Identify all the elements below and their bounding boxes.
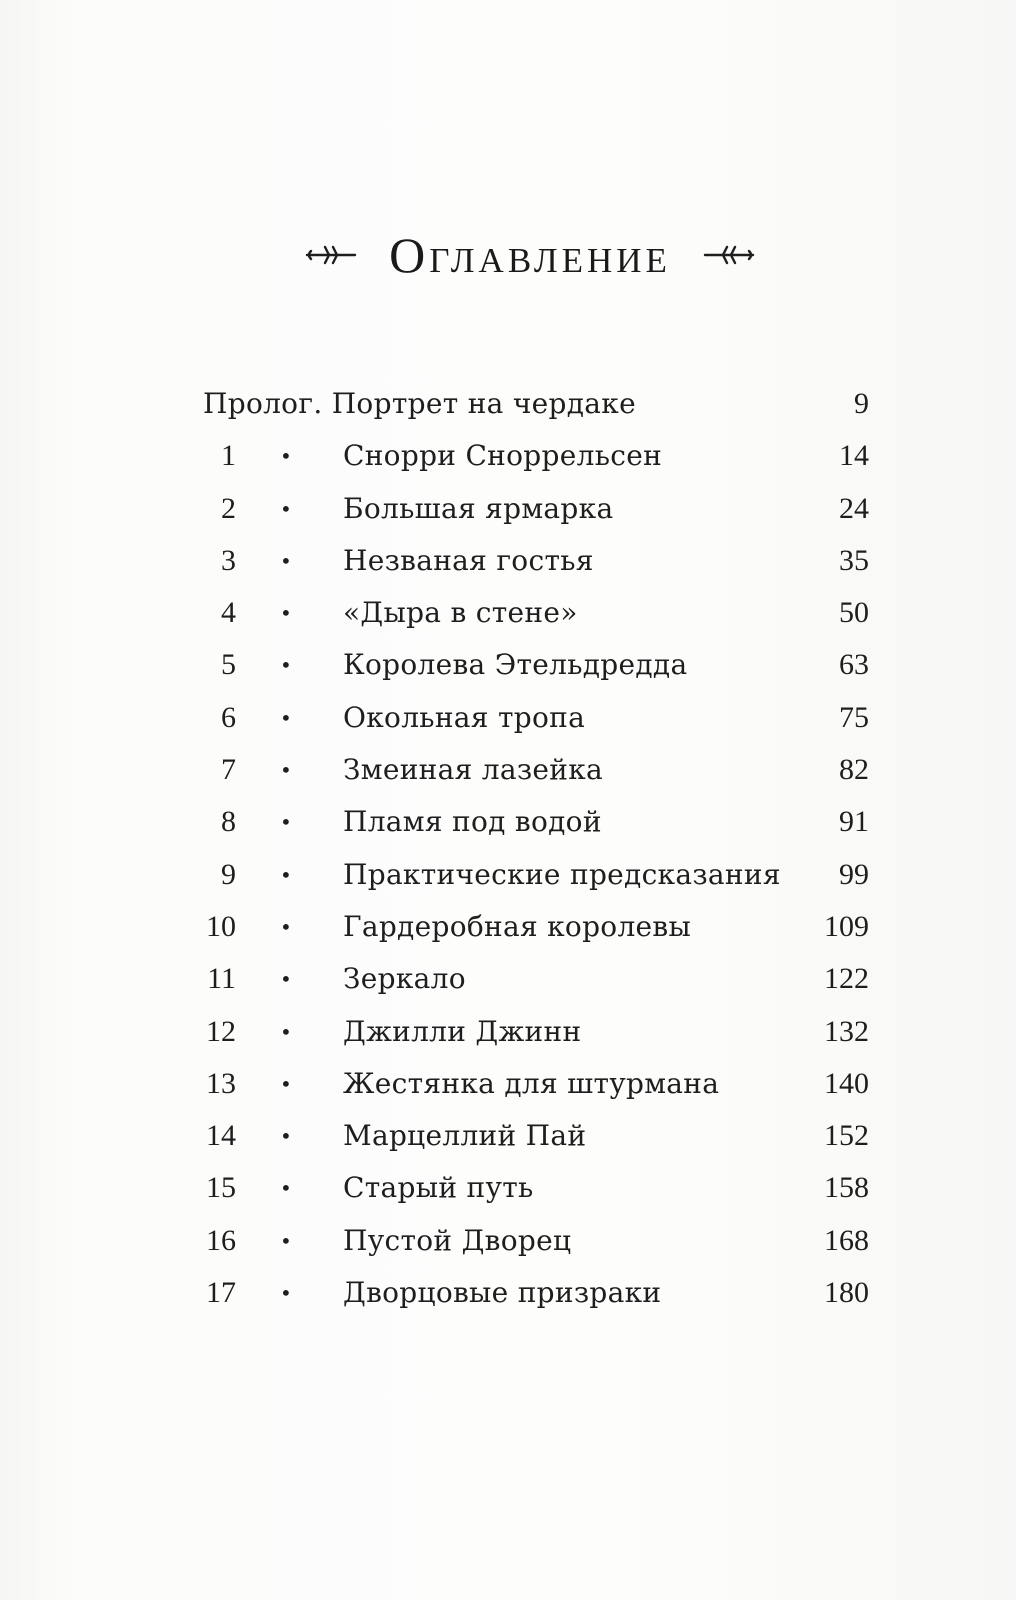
bullet-icon: • <box>280 862 292 887</box>
toc-entry-title: «Дыра в стене» <box>343 596 578 630</box>
toc-entry-title: Окольная тропа <box>343 700 586 734</box>
toc-entry-number: 6 <box>221 700 236 734</box>
toc-entry-page: 180 <box>824 1276 869 1310</box>
toc-entry-number: 10 <box>206 909 236 943</box>
toc-entry[interactable] <box>0 535 1016 587</box>
toc-entry-number: 4 <box>221 596 236 630</box>
toc-entry-title: Джилли Джинн <box>343 1014 582 1048</box>
toc-entry[interactable] <box>0 483 1016 535</box>
bullet-icon: • <box>280 1281 292 1306</box>
toc-entry-title: Большая ярмарка <box>343 491 614 525</box>
bullet-icon: • <box>280 444 292 469</box>
bullet-icon: • <box>280 548 292 573</box>
bullet-icon: • <box>280 1019 292 1044</box>
toc-entry[interactable] <box>0 1006 1016 1058</box>
bullet-icon: • <box>280 758 292 783</box>
bullet-icon: • <box>280 601 292 626</box>
bullet-icon: • <box>280 1176 292 1201</box>
toc-entry-number: 5 <box>221 648 236 682</box>
toc-entry-page: 140 <box>824 1066 869 1100</box>
flourish-right-icon <box>701 241 757 269</box>
toc-entry-page: 35 <box>839 543 869 577</box>
toc-entry-title: Старый путь <box>343 1171 534 1205</box>
bullet-icon: • <box>280 705 292 730</box>
toc-entry-title: Гардеробная королевы <box>343 909 692 943</box>
toc-entry-page: 122 <box>824 962 869 996</box>
toc-entry-title: Жестянка для штурмана <box>343 1066 720 1100</box>
bullet-icon: • <box>280 914 292 939</box>
toc-entry[interactable] <box>0 1215 1016 1267</box>
toc-entry-page: 75 <box>839 700 869 734</box>
bullet-icon: • <box>280 1228 292 1253</box>
bullet-icon: • <box>280 496 292 521</box>
toc-entry-number: 7 <box>221 753 236 787</box>
toc-entry-number: 2 <box>221 491 236 525</box>
toc-entry-page: 158 <box>824 1171 869 1205</box>
toc-entry-page: 152 <box>824 1119 869 1153</box>
toc-entry-page: 24 <box>839 491 869 525</box>
bullet-icon: • <box>280 967 292 992</box>
toc-entry-page: 99 <box>839 857 869 891</box>
bullet-icon: • <box>280 810 292 835</box>
toc-entry[interactable] <box>0 796 1016 848</box>
flourish-left-icon <box>303 241 359 269</box>
toc-entry-title: Дворцовые призраки <box>343 1276 662 1310</box>
toc-entry[interactable] <box>0 849 1016 901</box>
toc-entry[interactable] <box>0 1058 1016 1110</box>
toc-entry-number: 13 <box>206 1066 236 1100</box>
toc-heading <box>0 227 1016 283</box>
toc-entry-page: 9 <box>854 387 869 420</box>
toc-entry-page: 50 <box>839 596 869 630</box>
toc-entry-prologue[interactable] <box>0 378 1016 430</box>
table-of-contents <box>0 378 1016 1319</box>
toc-entry-title: Снорри Сноррельсен <box>343 439 663 473</box>
toc-entry-title: Пустой Дворец <box>343 1223 572 1257</box>
toc-entry-number: 3 <box>221 543 236 577</box>
toc-entry[interactable] <box>0 953 1016 1005</box>
toc-entry-page: 91 <box>839 805 869 839</box>
toc-entry-page: 168 <box>824 1223 869 1257</box>
toc-entry-page: 63 <box>839 648 869 682</box>
toc-entry-page: 109 <box>824 909 869 943</box>
toc-entry-title: Пламя под водой <box>343 805 602 839</box>
toc-entry-page: 82 <box>839 753 869 787</box>
toc-entry-title: Королева Этельдредда <box>343 648 688 682</box>
toc-entry-number: 16 <box>206 1223 236 1257</box>
toc-entry-title: Практические предсказания <box>343 857 781 891</box>
toc-entry-number: 1 <box>221 439 236 473</box>
toc-entry-page: 14 <box>839 439 869 473</box>
toc-entry-number: 9 <box>221 857 236 891</box>
toc-entry-title: Марцеллий Пай <box>343 1119 587 1153</box>
toc-entry-number: 11 <box>207 962 236 996</box>
toc-entry[interactable] <box>0 1110 1016 1162</box>
toc-entry-number: 17 <box>206 1276 236 1310</box>
toc-entry-number: 14 <box>206 1119 236 1153</box>
toc-entry[interactable] <box>0 692 1016 744</box>
toc-entry-page: 132 <box>824 1014 869 1048</box>
toc-entry[interactable] <box>0 587 1016 639</box>
page-title: Оглавление <box>389 227 671 283</box>
bullet-icon: • <box>280 1071 292 1096</box>
toc-entry[interactable] <box>0 901 1016 953</box>
toc-entry-title: Змеиная лазейка <box>343 753 604 787</box>
toc-entry-title: Пролог. Портрет на чердаке <box>203 387 636 420</box>
toc-entry-number: 15 <box>206 1171 236 1205</box>
toc-entry-title: Зеркало <box>343 962 466 996</box>
toc-entry[interactable] <box>0 639 1016 691</box>
bullet-icon: • <box>280 1124 292 1149</box>
toc-entry[interactable] <box>0 1162 1016 1214</box>
bullet-icon: • <box>280 653 292 678</box>
toc-entry-number: 8 <box>221 805 236 839</box>
toc-entry[interactable] <box>0 744 1016 796</box>
toc-entry-title: Незваная гостья <box>343 543 594 577</box>
toc-entry-number: 12 <box>206 1014 236 1048</box>
toc-entry[interactable] <box>0 430 1016 482</box>
toc-entry[interactable] <box>0 1267 1016 1319</box>
